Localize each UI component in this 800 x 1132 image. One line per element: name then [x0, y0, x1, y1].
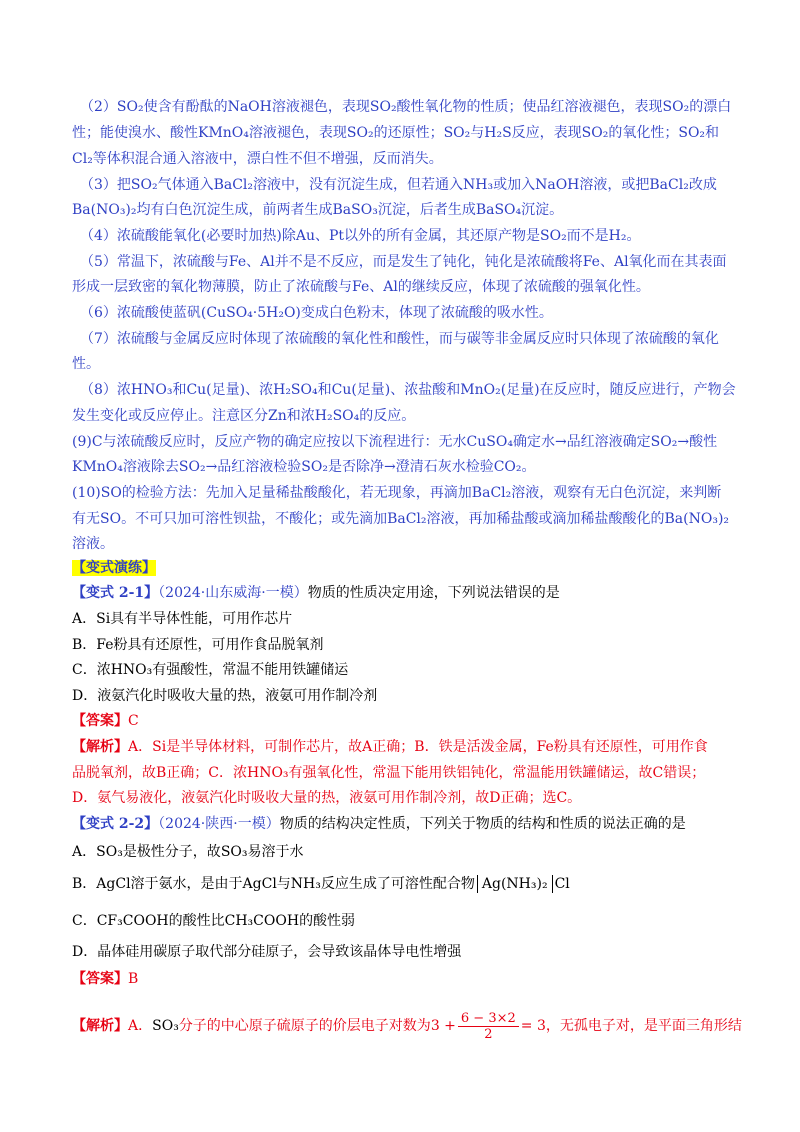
- question-label: 【变式 2-1】: [72, 585, 159, 601]
- option-c: C．浓HNO₃有强酸性，常温不能用铁罐储运: [72, 662, 349, 678]
- summary-line: 溶液。: [72, 536, 114, 552]
- answer-value: B: [128, 971, 139, 987]
- summary-line: 有无SO。不可只加可溶性钡盐，不酸化；或先滴加BaCl₂溶液，再加稀盐酸或滴加稀盐酸酸化的Ba(NO₃)₂: [72, 511, 730, 527]
- analysis-text: 分子的中心原子硫原子的价层电子对数为: [178, 1018, 431, 1034]
- summary-line: （3）把SO₂气体通入BaCl₂溶液中，没有沉淀生成，但若通入NH₃或加入NaOH溶液，或把BaCl₂改成: [80, 177, 717, 193]
- option-a: A．Si具有半导体性能，可用作芯片: [72, 611, 293, 627]
- answer-line: [72, 970, 732, 988]
- summary-line: (9)C与浓硫酸反应时，反应产物的确定应按以下流程进行：无水CuSO₄确定水→品红溶液确定SO₂→酸性: [72, 434, 718, 450]
- analysis-label: 【解析】: [72, 739, 128, 755]
- answer-label: 【答案】: [72, 713, 128, 729]
- option-d: D．液氨汽化时吸收大量的热，液氨可用作制冷剂: [72, 688, 378, 704]
- analysis-text: ，无孤电子对，是平面三角形结: [545, 1018, 742, 1034]
- question-stem: [72, 584, 732, 602]
- answer-line: [72, 712, 732, 730]
- formula: SO₃: [96, 844, 123, 860]
- question-label: 【变式 2-2】: [72, 816, 159, 832]
- question-source: （2024·陕西·一模）: [158, 816, 280, 832]
- option-a: [72, 843, 732, 861]
- question-stem: [72, 815, 732, 833]
- option-text: B．AgCl溶于氨水，是由于AgCl与NH₃反应生成了可溶性配合物: [72, 876, 475, 892]
- summary-line: 发生变化或反应停止。注意区分Zn和浓H₂SO₄的反应。: [72, 408, 416, 424]
- section-heading: [72, 559, 732, 577]
- complex-formula: Ag(NH₃)₂: [477, 875, 553, 893]
- analysis-text: A．Si是半导体材料，可制作芯片，故A正确；B．铁是活泼金属，Fe粉具有还原性，可用作食: [128, 739, 708, 755]
- summary-line: KMnO₄溶液除去SO₂→品红溶液检验SO₂是否除净→澄清石灰水检验CO₂。: [72, 459, 536, 475]
- summary-line: （5）常温下，浓硫酸与Fe、Al并不是不反应，而是发生了钝化，钝化是浓硫酸将Fe、Al氧化而在其表面: [80, 254, 727, 270]
- option-b: [72, 875, 732, 893]
- option-text: Cl: [554, 876, 570, 892]
- fraction-numerator: 6 − 3×2: [458, 1011, 519, 1027]
- option-text: 是极性分子，故: [122, 844, 221, 860]
- summary-line: Ba(NO₃)₂均有白色沉淀生成，前两者生成BaSO₃沉淀，后者生成BaSO₄沉淀。: [72, 202, 564, 218]
- summary-line: （7）浓硫酸与金属反应时体现了浓硫酸的氧化性和酸性，而与碳等非金属反应时只体现了浓硫酸的氧化: [80, 331, 719, 347]
- analysis-line: D．氨气易液化，液氨汽化时吸收大量的热，液氨可用作制冷剂，故D正确；选C。: [72, 790, 582, 806]
- option-prefix: C．: [72, 913, 97, 929]
- option-text: 的酸性比: [168, 913, 225, 929]
- formula: CF₃COOH: [96, 913, 169, 929]
- formula: CH₃COOH: [224, 913, 300, 929]
- summary-line: 性；能使溴水、酸性KMnO₄溶液褪色，表现SO₂的还原性；SO₂与H₂S反应，表现SO₂的氧化性；SO₂和: [72, 125, 720, 141]
- formula: SO₃: [152, 1018, 179, 1034]
- option-text: 易溶于水: [247, 844, 304, 860]
- section-label: 【变式演练】: [72, 560, 156, 576]
- equation-part: 3 +: [430, 1018, 456, 1034]
- formula: SO₃: [220, 844, 248, 860]
- summary-line: （6）浓硫酸使蓝矾(CuSO₄·5H₂O)变成白色粉末，体现了浓硫酸的吸水性。: [80, 305, 553, 321]
- question-text: 物质的结构决定性质，下列关于物质的结构和性质的说法正确的是: [279, 816, 686, 832]
- fraction: [458, 1011, 519, 1042]
- question-text: 物质的性质决定用途，下列说法错误的是: [307, 585, 560, 601]
- answer-label: 【答案】: [72, 971, 128, 987]
- option-b: B．Fe粉具有还原性，可用作食品脱氧剂: [72, 637, 324, 653]
- option-prefix: A．: [72, 844, 97, 860]
- analysis-text: A．: [128, 1018, 153, 1034]
- option-c: [72, 912, 732, 930]
- summary-line: 形成一层致密的氧化物薄膜，防止了浓硫酸与Fe、Al的继续反应，体现了浓硫酸的强氧化性。: [72, 279, 650, 295]
- equation-part: = 3: [520, 1018, 546, 1034]
- summary-line: 性。: [72, 356, 100, 372]
- analysis-line: [72, 1010, 742, 1042]
- summary-line: (10)SO的检验方法：先加入足量稀盐酸酸化，若无现象，再滴加BaCl₂溶液，观察有无白色沉淀，来判断: [72, 485, 722, 501]
- summary-line: Cl₂等体积混合通入溶液中，漂白性不但不增强，反而消失。: [72, 151, 443, 167]
- fraction-denominator: 2: [484, 1026, 493, 1042]
- summary-line: （4）浓硫酸能氧化(必要时加热)除Au、Pt以外的所有金属，其还原产物是SO₂而不是H₂。: [80, 228, 641, 244]
- analysis-label: 【解析】: [72, 1018, 128, 1034]
- answer-value: C: [128, 713, 139, 729]
- option-d: D．晶体硅用碳原子取代部分硅原子，会导致该晶体导电性增强: [72, 944, 462, 960]
- option-text: 的酸性弱: [299, 913, 356, 929]
- summary-line: （2）SO₂使含有酚酞的NaOH溶液褪色，表现SO₂酸性氧化物的性质；使品红溶液褪色，表现SO₂的漂白: [80, 99, 732, 115]
- analysis-line: 品脱氧剂，故B正确；C．浓HNO₃有强氧化性，常温下能用铁铝钝化，常温能用铁罐储运，故C错误；: [72, 765, 706, 781]
- summary-line: （8）浓HNO₃和Cu(足量)、浓H₂SO₄和Cu(足量)、浓盐酸和MnO₂(足量)在反应时，随反应进行，产物会: [80, 382, 736, 398]
- question-source: （2024·山东威海·一模）: [158, 585, 308, 601]
- analysis-line: [72, 738, 732, 756]
